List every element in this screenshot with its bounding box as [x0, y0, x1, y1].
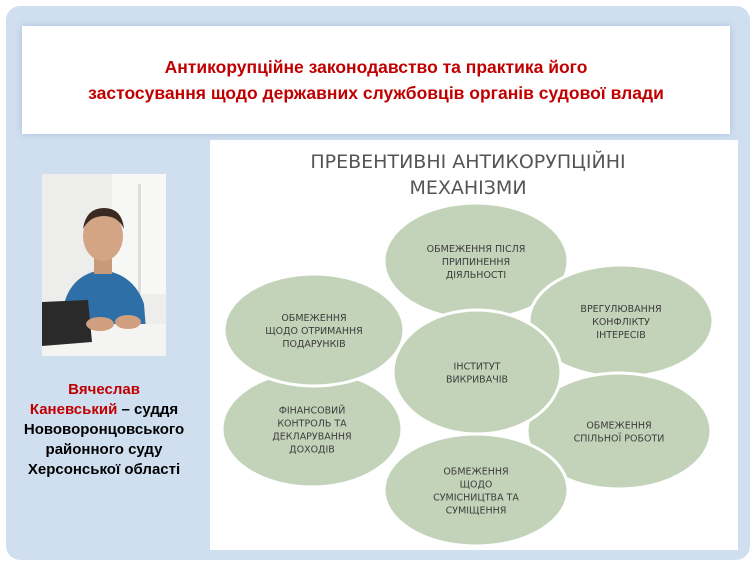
mechanism-center-label: ІНСТИТУТ: [453, 361, 501, 373]
mechanism-petal-1-label: ОБМЕЖЕННЯ ПІСЛЯ: [426, 244, 526, 255]
mechanism-petal-5-label: ДОХОДІВ: [289, 444, 335, 456]
mechanism-petal-4-label: СУМІСНИЦТВА ТА: [433, 492, 519, 504]
mechanism-petal-4: [384, 434, 568, 546]
mechanism-petal-5-label: КОНТРОЛЬ ТА: [277, 418, 347, 430]
mechanism-petal-5: [222, 371, 402, 487]
speaker-role: – суддя: [121, 401, 179, 418]
mechanisms-diagram: [210, 140, 738, 550]
mechanism-petal-4-label: СУМІЩЕННЯ: [445, 505, 507, 517]
speaker-court-line1: Нововоронцовського: [23, 421, 185, 438]
mechanism-petal-6-label: ЩОДО ОТРИМАННЯ: [265, 326, 363, 337]
mechanism-center: [393, 310, 561, 434]
mechanism-petal-1-label: ПРИПИНЕННЯ: [441, 257, 511, 268]
mechanism-center-label: ВИКРИВАЧІВ: [445, 374, 509, 386]
mechanism-petal-3-label: ОБМЕЖЕННЯ: [586, 420, 652, 432]
mechanism-petal-1-label: ДІЯЛЬНОСТІ: [445, 270, 507, 281]
speaker-first-name: Вячеслав: [68, 381, 140, 398]
mechanism-petal-2-label: КОНФЛІКТУ: [592, 317, 650, 328]
mechanism-petal-5-label: ДЕКЛАРУВАННЯ: [272, 431, 352, 443]
diagram-heading-line2: МЕХАНІЗМИ: [409, 177, 527, 199]
mechanism-petal-6: [224, 274, 404, 386]
mechanism-petal-5-label: ФІНАНСОВИЙ: [278, 405, 346, 417]
speaker-last-name: Каневський: [29, 401, 118, 418]
mechanism-petal-6-label: ОБМЕЖЕННЯ: [281, 313, 347, 324]
speaker-court-line3: Херсонської області: [27, 461, 181, 478]
slide: [6, 6, 750, 560]
mechanism-petal-6-label: ПОДАРУНКІВ: [282, 339, 346, 350]
diagram-panel: [210, 140, 738, 550]
mechanism-petal-2-label: ІНТЕРЕСІВ: [596, 330, 646, 341]
title-line-2: застосування щодо державних службовців органів судової влади: [88, 83, 664, 103]
title-line-1: Антикорупційне законодавство та практика його: [164, 57, 588, 77]
speaker-photo-illustration: [42, 174, 166, 356]
diagram-heading-line1: ПРЕВЕНТИВНІ АНТИКОРУПЦІЙНІ: [310, 151, 626, 173]
mechanism-petal-4-label: ЩОДО: [459, 479, 493, 491]
speaker-name-role: [6, 400, 202, 420]
speaker-photo: [42, 174, 166, 356]
mechanism-petal-2-label: ВРЕГУЛЮВАННЯ: [580, 304, 662, 315]
speaker-court-line2: районного суду: [45, 441, 163, 458]
mechanism-petal-4-label: ОБМЕЖЕННЯ: [443, 466, 509, 478]
mechanism-petal-3-label: СПІЛЬНОЇ РОБОТИ: [573, 433, 665, 445]
title-box: [22, 26, 730, 134]
speaker-caption: [6, 380, 202, 480]
